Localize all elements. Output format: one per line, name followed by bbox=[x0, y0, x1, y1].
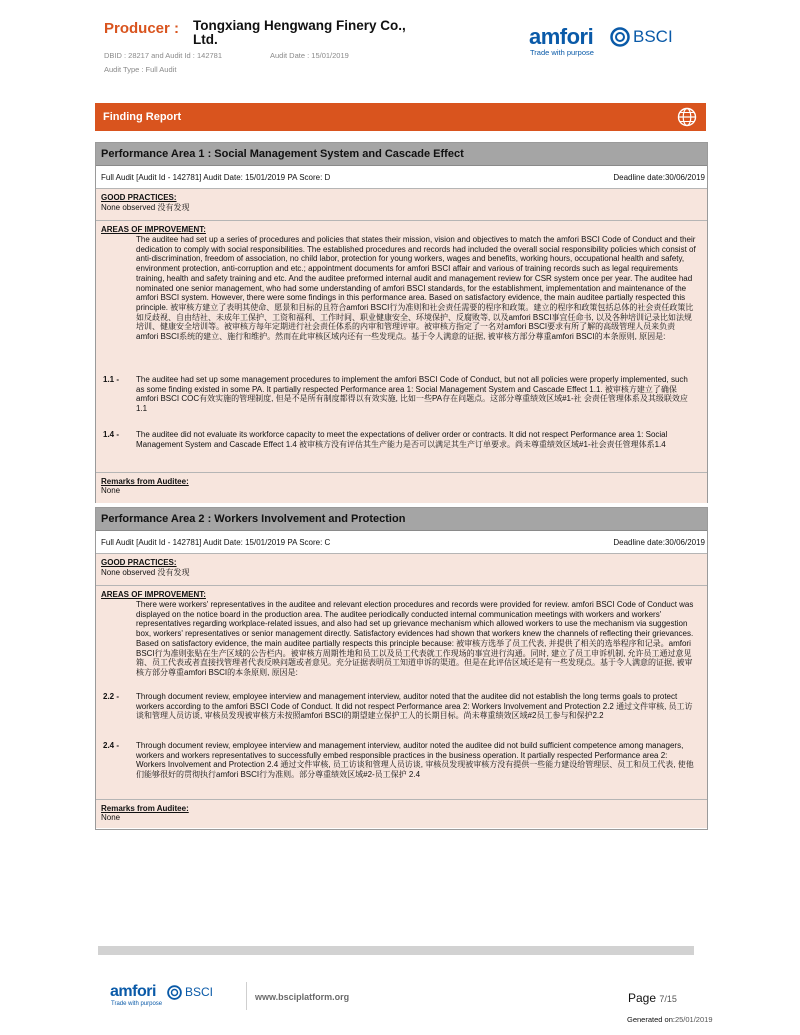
pa1-audit-line: Full Audit [Audit Id - 142781] Audit Date: 15/01/2019 PA Score: D bbox=[101, 173, 331, 182]
producer-name: Tongxiang Hengwang Finery Co., Ltd. bbox=[193, 18, 406, 47]
generated-date: 25/01/2019 bbox=[674, 1015, 713, 1024]
footer-divider bbox=[246, 982, 247, 1010]
performance-area-2 bbox=[95, 507, 708, 830]
pa2-item-1-text: Through document review, employee interview and management interview, auditor noted that the auditee did not establish the long terms goals to protect workers according to the amfori BSCI Code of Conduct. It did not respect Performance area 2: Workers Involvement and Protection 2.2 通过文件审核, 员工访谈和管理人员访谈, 审核员发现被审核方未按照amfori BSCI的期望建立保护工人的长期目标。尚未尊重绩效区域#2员工参与和保护2.2 bbox=[136, 692, 693, 721]
pa1-good-label: GOOD PRACTICES: bbox=[101, 193, 177, 202]
footer-scroll-bar bbox=[98, 946, 694, 955]
globe-icon bbox=[677, 107, 697, 127]
pa2-remarks-label: Remarks from Auditee: bbox=[101, 804, 189, 813]
dbid-text: DBID : 28217 and Audit Id : 142781 bbox=[104, 51, 223, 60]
pa1-good-practices bbox=[96, 189, 707, 221]
pa1-good-value: None observed 没有发现 bbox=[101, 203, 190, 212]
finding-report-banner bbox=[95, 103, 706, 131]
pa1-audit-row bbox=[96, 166, 707, 189]
pa2-item-1-num: 2.2 - bbox=[103, 692, 120, 701]
pa1-remarks-label: Remarks from Auditee: bbox=[101, 477, 189, 486]
bsci-ring-icon bbox=[610, 27, 630, 47]
pa2-item-2-num: 2.4 - bbox=[103, 741, 120, 750]
footer-logo-tagline: Trade with purpose bbox=[111, 1001, 163, 1007]
generated-label: Generated on: bbox=[627, 1015, 675, 1024]
pa2-audit-line: Full Audit [Audit Id - 142781] Audit Date: 15/01/2019 PA Score: C bbox=[101, 538, 331, 547]
pa1-deadline: Deadline date:30/06/2019 bbox=[613, 173, 705, 182]
pa2-deadline: Deadline date:30/06/2019 bbox=[613, 538, 705, 547]
pa2-good-label: GOOD PRACTICES: bbox=[101, 558, 177, 567]
pa1-remarks-value: None bbox=[101, 486, 121, 495]
footer-bsci-ring-icon bbox=[167, 985, 182, 1000]
footer-logo-word: amfori bbox=[110, 983, 156, 1000]
footer-amfori-logo bbox=[110, 983, 220, 1013]
pa1-title: Performance Area 1 : Social Management System and Cascade Effect bbox=[101, 148, 464, 160]
pa2-good-practices bbox=[96, 554, 707, 586]
pa1-item-2-text: The auditee did not evaluate its workforce capacity to meet the expectations of deliver order or contracts. It did not respect Performance area 1: Social Management System and Cascade Effect 1.4 被审核方没有评估其生产能力是否可以满足其生产订单要求。尚未尊重绩效区域#1-社会责任管理体系1.4 bbox=[136, 430, 668, 449]
pa2-header bbox=[96, 508, 707, 531]
logo-tagline: Trade with purpose bbox=[530, 48, 594, 57]
banner-title: Finding Report bbox=[103, 111, 182, 123]
pa1-areas-of-improvement bbox=[96, 221, 707, 473]
logo-bsci: BSCI bbox=[633, 27, 673, 46]
pa2-remarks bbox=[96, 800, 707, 828]
pa1-item-1-num: 1.1 - bbox=[103, 375, 120, 384]
audit-date-text: Audit Date : 15/01/2019 bbox=[270, 51, 349, 60]
pa2-improve-label: AREAS OF IMPROVEMENT: bbox=[101, 590, 206, 599]
pa2-areas-of-improvement bbox=[96, 586, 707, 800]
performance-area-1 bbox=[95, 142, 708, 503]
audit-type-text: Audit Type : Full Audit bbox=[104, 65, 177, 74]
logo-word: amfori bbox=[529, 24, 594, 49]
pa1-item-1-text: The auditee had set up some management procedures to implement the amfori BSCI Code of Conduct, but not all policies were properly implemented, such as some finding existed in some PA. It partially respected Performance area 1: Social Management System and Cascade Effect 1.1. 被审核方建立了确保amfori BSCI COC有效实施的管理制度, 但是不是所有制度都得以有效实施, 比如一些PA存在问题点。这部分尊重绩效区域#1-社 会责任管理体系及其级联效应1.1 bbox=[136, 375, 688, 414]
pa1-remarks bbox=[96, 473, 707, 503]
pa1-improve-label: AREAS OF IMPROVEMENT: bbox=[101, 225, 206, 234]
page-indicator bbox=[628, 991, 677, 1005]
pa2-improve-text: There were workers' representatives in the auditee and relevant election procedures and records were provided for review. amfori BSCI Code of Conduct was displayed on the notice board in the production area. The auditee periodically conducted internal communication meetings with workers and workers' representatives regarding workplace-related issues, and also had set up grievance mechanism which allowed workers to use the mechanism via suggestion box, workers' representatives or senior management directly. Satisfactory evidences had shown that workers knew the channels of reflecting their grievances. Based on satisfactory evidence, the main auditee partially respects this principle because: 被审核方选举了员工代表, 并提供了相关的选举程序和记录。amfori BSCI行为准则张贴在生产区域的公告栏内。被审核方周期性地和员工以及员工代表就工作现场的事宜进行沟通。同时, 建立了员工申诉机制, 允许员工通过意见箱、员工代表或者直接找管理者代表反映问题或者意见。充分证据表明员工知道申诉的渠道。但是在此评估区域还是有一些发现点。基于令人满意的证据, 被审核方部分尊重amfori BSCI的本条原则, 原因是: bbox=[136, 600, 694, 677]
pa2-item-2-text: Through document review, employee interview and management interview, auditor noted the auditee did not build sufficient competence among managers, workers and workers representatives to successfully embed responsible practices in the business operation. It partially respected Performance area 2: Workers Involvement and Protection 2.4 通过文件审核, 员工访谈和管理人员访谈, 审核员发现被审核方没有提供一些能力建设给管理层、员工和员工代表, 使他们能够很好的贯彻执行amfori BSCI行为准则。部分尊重绩效区域#2-员工保护 2.4 bbox=[136, 741, 694, 780]
pa2-title: Performance Area 2 : Workers Involvement and Protection bbox=[101, 513, 406, 525]
producer-label: Producer : bbox=[104, 20, 180, 37]
pa1-header bbox=[96, 143, 707, 166]
footer-logo-bsci: BSCI bbox=[185, 985, 214, 999]
pa2-audit-row bbox=[96, 531, 707, 554]
pa1-improve-text: The auditee had set up a series of procedures and policies that states their mission, vision and objectives to match the amfori BSCI Code of Conduct and their dedication to comply with social responsibilities. The established procedures and records had included the overall social responsibility policies which consist of anti-discrimination, freedom of association, no child labor, protection for young workers, wages and benefits, working hours, occupational health and safety, environment protection, anti-corruption and etc.; appointment documents for amfori BSCI affair and various of training records such as legal requirements training, health and safety training and etc. And the auditee preformed internal audit and management review for CSR system once per year. The auditee had nominated one senior management, who had some understanding of amfori BSCI standards, for the establishment, implementation and maintenance of the amfori BSCI system. However, there were some findings in this performance area. Based on satisfactory evidence, the main auditee partially respected this principle. 被审核方建立了表明其使命、愿景和目标的且符合amfori BSCI行为准则和社会责任需要的程序和政策。建立的程序和政策包括总体的社会责任政策比如反歧视、自由结社、未成年工保护、工资和福利、工作时间、职业健康安全、环境保护、反腐败等, 以及amfori BSCI事宜任命书, 以及各种培训记录比如法规培训、健康安全培训等。被审核方每年定期进行社会责任体系的内审和管理评审。被审核方指定了一名对amfori BSCI要求有所了解的高级管理人员来负责amfori BSCI系统的建立、施行和维护。然而在此审核区域内还有一些发现点。基于令人满意的证据, 被审核方部分尊重amfori BSCI的本条原则, 原因是: bbox=[136, 235, 696, 342]
pa2-good-value: None observed 没有发现 bbox=[101, 568, 190, 577]
pa2-remarks-value: None bbox=[101, 813, 121, 822]
page-number: 7/15 bbox=[659, 994, 677, 1004]
page-label: Page bbox=[628, 991, 657, 1005]
amfori-logo bbox=[527, 22, 677, 62]
platform-url: www.bsciplatform.org bbox=[255, 992, 350, 1002]
generated-on bbox=[627, 1015, 713, 1024]
pa1-item-2-num: 1.4 - bbox=[103, 430, 120, 439]
